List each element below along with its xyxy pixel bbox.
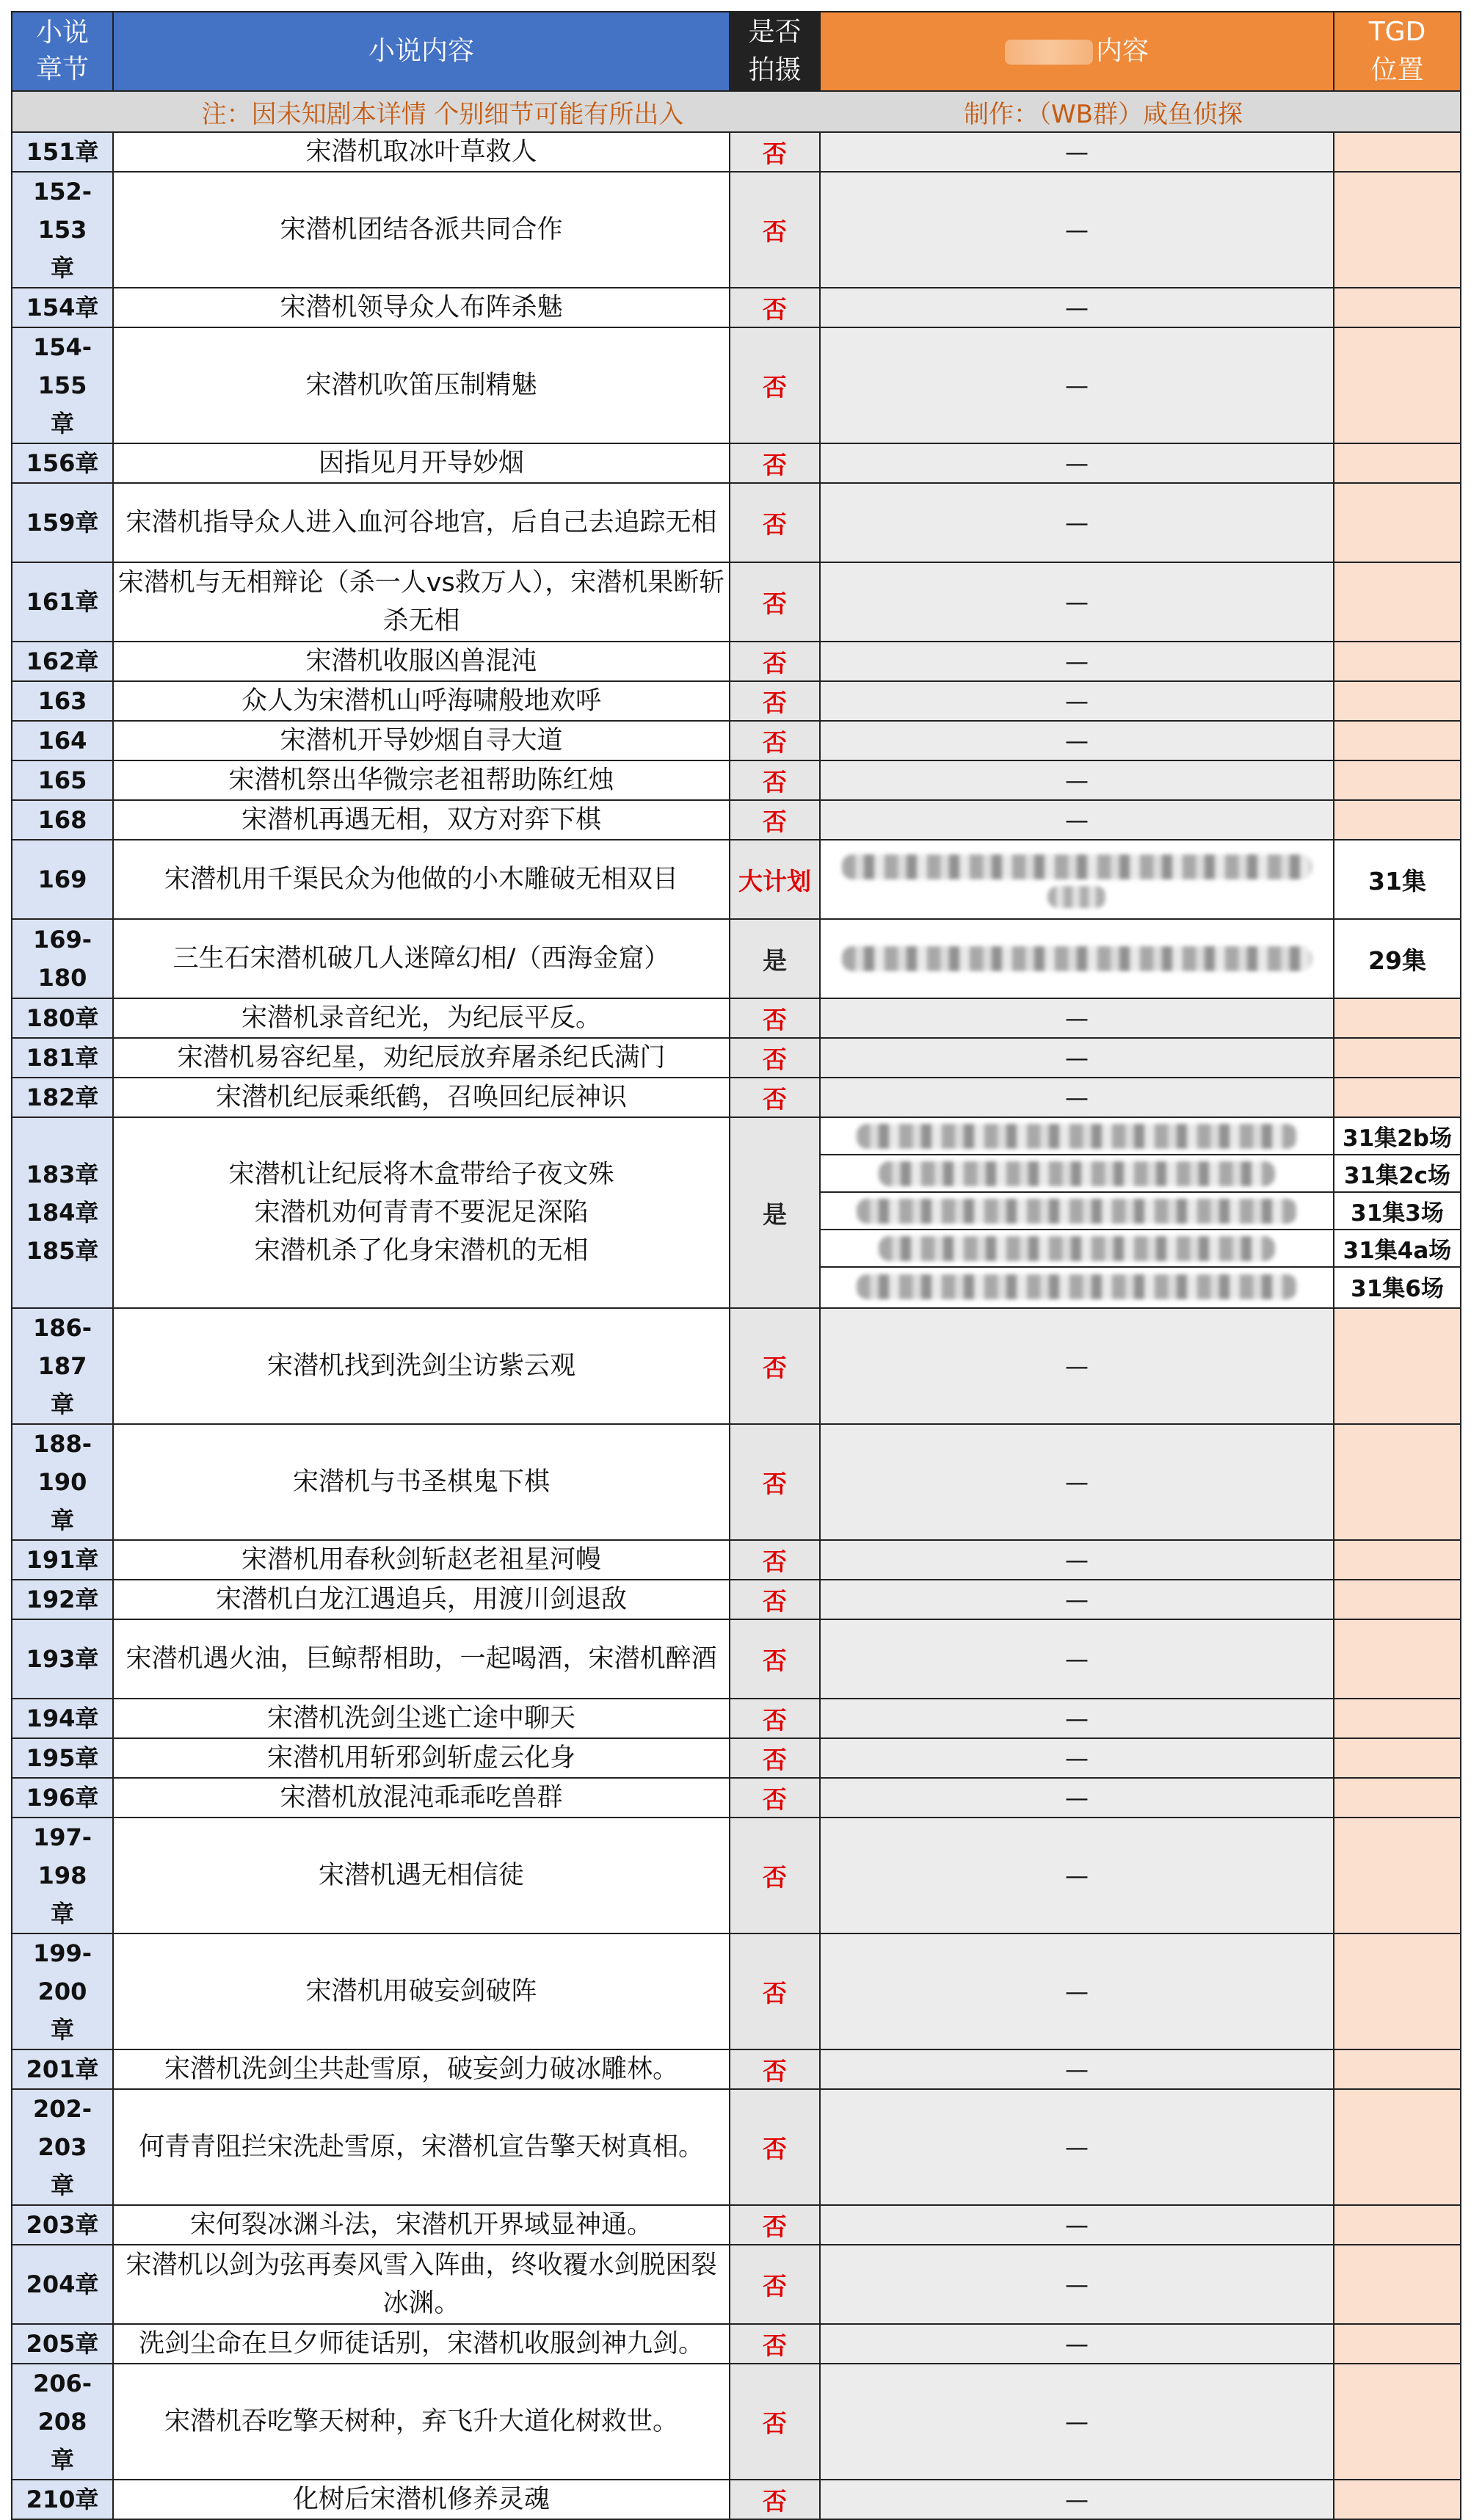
chapter-cell: 162章	[12, 642, 113, 681]
drama-content-cell: —	[820, 998, 1334, 1038]
shot-status-cell: 否	[730, 1308, 820, 1424]
chapter-cell: 206-208章	[12, 2364, 113, 2480]
table-row	[12, 172, 1461, 288]
shot-status-cell: 否	[730, 2049, 820, 2089]
table-row	[12, 2089, 1461, 2205]
tgd-position-cell	[1334, 1619, 1461, 1699]
drama-content-cell: —	[820, 1699, 1334, 1738]
shot-status-cell: 否	[730, 1778, 820, 1818]
tgd-position-cell	[1334, 1580, 1461, 1619]
novel-content-cell: 宋潜机领导众人布阵杀魅	[113, 288, 730, 327]
tgd-position-cell	[1334, 998, 1461, 1038]
novel-content-cell: 宋潜机纪辰乘纸鹤，召唤回纪辰神识	[113, 1078, 730, 1117]
chapter-cell: 181章	[12, 1038, 113, 1078]
shot-status-cell: 否	[730, 2364, 820, 2480]
shot-status-cell: 否	[730, 1933, 820, 2049]
chapter-cell: 152-153章	[12, 172, 113, 288]
chapter-cell: 180章	[12, 998, 113, 1038]
novel-content-cell: 宋潜机录音纪光，为纪辰平反。	[113, 998, 730, 1038]
novel-content-cell: 宋潜机放混沌乖乖吃兽群	[113, 1778, 730, 1818]
table-row	[12, 1038, 1461, 1078]
novel-content-cell: 宋潜机遇无相信徒	[113, 1818, 730, 1933]
tgd-position-cell	[1334, 1933, 1461, 2049]
tgd-position-cell	[1334, 800, 1461, 840]
drama-content-cell: —	[820, 1078, 1334, 1117]
shot-status-cell: 否	[730, 2245, 820, 2324]
table-row	[12, 1078, 1461, 1117]
drama-content-cell: —	[820, 327, 1334, 443]
tgd-sub-cell: 31集4a场	[1334, 1230, 1460, 1268]
novel-content-cell: 宋潜机吹笛压制精魅	[113, 327, 730, 443]
blurred-text	[857, 1274, 1297, 1299]
shot-status-cell: 否	[730, 288, 820, 327]
chapter-cell: 188-190章	[12, 1424, 113, 1540]
drama-content-cell	[820, 919, 1334, 998]
chapter-cell: 154-155章	[12, 327, 113, 443]
note-right: 制作：（WB群）咸鱼侦探	[964, 99, 1243, 129]
novel-content-cell: 宋潜机取冰叶草救人	[113, 132, 730, 172]
novel-content-cell: 宋潜机用破妄剑破阵	[113, 1933, 730, 2049]
tgd-position-cell	[1334, 2364, 1461, 2480]
table-row	[12, 2049, 1461, 2089]
tgd-position-cell	[1334, 562, 1461, 642]
chapter-cell: 196章	[12, 1778, 113, 1818]
shot-status-cell: 否	[730, 1619, 820, 1699]
drama-content-cell: —	[820, 2205, 1334, 2245]
novel-content-cell: 宋潜机与无相辩论（杀一人vs救万人），宋潜机果断斩杀无相	[113, 562, 730, 642]
drama-content-cell: —	[820, 2324, 1334, 2364]
chapter-cell: 164	[12, 721, 113, 760]
novel-content-cell: 何青青阻拦宋洗赴雪原，宋潜机宣告擎天树真相。	[113, 2089, 730, 2205]
shot-status-cell: 否	[730, 800, 820, 840]
novel-content-cell: 三生石宋潜机破几人迷障幻相/（西海金窟）	[113, 919, 730, 998]
tgd-position-cell	[1334, 642, 1461, 681]
tgd-position-cell	[1334, 1818, 1461, 1933]
chapter-line: 185章	[26, 1237, 99, 1265]
chapter-cell: 203章	[12, 2205, 113, 2245]
shot-status-cell: 否	[730, 562, 820, 642]
tgd-position-cell	[1334, 483, 1461, 562]
chapter-table-sheet	[11, 11, 1460, 2520]
tgd-position-cell	[1334, 1078, 1461, 1117]
header-chapter: 小说章节	[12, 12, 113, 91]
drama-content-cell: —	[820, 2480, 1334, 2519]
shot-status-cell: 否	[730, 2324, 820, 2364]
shot-status-cell: 否	[730, 760, 820, 800]
drama-content-cell	[820, 1117, 1334, 1308]
drama-sub-cell	[821, 1155, 1333, 1193]
shot-status-cell: 大计划	[730, 840, 820, 919]
shot-status-cell: 否	[730, 1699, 820, 1738]
novel-content-cell: 宋潜机吞吃擎天树种，弃飞升大道化树救世。	[113, 2364, 730, 2480]
drama-content-cell: —	[820, 1038, 1334, 1078]
drama-content-cell: —	[820, 800, 1334, 840]
table-row	[12, 681, 1461, 721]
drama-content-cell: —	[820, 721, 1334, 760]
table-row	[12, 562, 1461, 642]
table-row	[12, 800, 1461, 840]
header-shot: 是否拍摄	[730, 12, 820, 91]
tgd-position-cell	[1334, 1038, 1461, 1078]
content-line: 宋潜机劝何青青不要泥足深陷	[254, 1198, 589, 1227]
drama-content-cell: —	[820, 2245, 1334, 2324]
table-row	[12, 1778, 1461, 1818]
content-line: 宋潜机杀了化身宋潜机的无相	[254, 1236, 589, 1266]
novel-content-cell: 宋潜机洗剑尘共赴雪原，破妄剑力破冰雕林。	[113, 2049, 730, 2089]
drama-content-cell: —	[820, 2364, 1334, 2480]
table-row	[12, 288, 1461, 327]
drama-content-cell: —	[820, 2049, 1334, 2089]
table-row	[12, 1738, 1461, 1778]
chapter-cell: 197-198章	[12, 1818, 113, 1933]
tgd-position-cell	[1334, 1540, 1461, 1580]
tgd-position-cell	[1334, 1699, 1461, 1738]
novel-content-cell: 宋何裂冰渊斗法，宋潜机开界域显神通。	[113, 2205, 730, 2245]
drama-content-cell: —	[820, 642, 1334, 681]
shot-status-cell: 否	[730, 2480, 820, 2519]
table-row	[12, 327, 1461, 443]
chapter-cell: 169	[12, 840, 113, 919]
table-row	[12, 1540, 1461, 1580]
table-row	[12, 2364, 1461, 2480]
blurred-label	[1005, 40, 1093, 65]
chapter-line: 184章	[26, 1199, 99, 1227]
table-row	[12, 2205, 1461, 2245]
table-row	[12, 2324, 1461, 2364]
table-row	[12, 1580, 1461, 1619]
chapter-cell: 204章	[12, 2245, 113, 2324]
note-cell	[12, 91, 1461, 132]
table-row	[12, 919, 1461, 998]
tgd-position-cell	[1334, 2089, 1461, 2205]
tgd-position-cell	[1334, 443, 1461, 483]
drama-content-cell: —	[820, 288, 1334, 327]
novel-content-cell	[113, 1117, 730, 1308]
drama-content-cell: —	[820, 2089, 1334, 2205]
novel-content-cell: 化树后宋潜机修养灵魂	[113, 2480, 730, 2519]
chapter-cell: 199-200章	[12, 1933, 113, 2049]
chapter-cell: 168	[12, 800, 113, 840]
shot-status-cell: 否	[730, 327, 820, 443]
novel-content-cell: 宋潜机指导众人进入血河谷地宫，后自己去追踪无相	[113, 483, 730, 562]
novel-content-cell: 宋潜机再遇无相，双方对弈下棋	[113, 800, 730, 840]
drama-content-cell: —	[820, 1424, 1334, 1540]
table-row	[12, 840, 1461, 919]
table-row	[12, 642, 1461, 681]
chapter-cell: 205章	[12, 2324, 113, 2364]
drama-content-cell: —	[820, 562, 1334, 642]
shot-status-cell: 否	[730, 1580, 820, 1619]
chapter-line: 183章	[26, 1161, 99, 1188]
chapter-cell: 194章	[12, 1699, 113, 1738]
table-row	[12, 1424, 1461, 1540]
blurred-text	[842, 854, 1312, 879]
table-row	[12, 1619, 1461, 1699]
novel-content-cell: 宋潜机以剑为弦再奏风雪入阵曲，终收覆水剑脱困裂冰渊。	[113, 2245, 730, 2324]
shot-status-cell: 否	[730, 1078, 820, 1117]
blurred-text	[857, 1124, 1297, 1149]
drama-content-cell: —	[820, 1540, 1334, 1580]
novel-content-cell: 宋潜机用春秋剑斩赵老祖星河幔	[113, 1540, 730, 1580]
shot-status-cell: 否	[730, 721, 820, 760]
table-row	[12, 1308, 1461, 1424]
tgd-position-cell	[1334, 327, 1461, 443]
table-row	[12, 1818, 1461, 1933]
novel-content-cell: 宋潜机遇火油，巨鲸帮相助，一起喝酒，宋潜机醉酒	[113, 1619, 730, 1699]
novel-content-cell: 宋潜机祭出华微宗老祖帮助陈红烛	[113, 760, 730, 800]
novel-content-cell: 众人为宋潜机山呼海啸般地欢呼	[113, 681, 730, 721]
drama-content-cell: —	[820, 1619, 1334, 1699]
shot-status-cell: 否	[730, 1038, 820, 1078]
table-row	[12, 443, 1461, 483]
drama-sub-cell	[821, 1230, 1333, 1268]
shot-status-cell: 否	[730, 172, 820, 288]
table-row	[12, 1933, 1461, 2049]
drama-content-cell: —	[820, 1933, 1334, 2049]
drama-content-cell: —	[820, 443, 1334, 483]
tgd-position-cell	[1334, 132, 1461, 172]
shot-status-cell: 否	[730, 2205, 820, 2245]
chapter-table	[11, 11, 1461, 2520]
chapter-cell: 193章	[12, 1619, 113, 1699]
drama-content-cell	[820, 840, 1334, 919]
tgd-sub-cell: 31集2c场	[1334, 1155, 1460, 1193]
chapter-cell: 201章	[12, 2049, 113, 2089]
shot-status-cell: 否	[730, 1818, 820, 1933]
shot-status-cell: 否	[730, 1424, 820, 1540]
tgd-position-cell	[1334, 1117, 1461, 1308]
novel-content-cell: 宋潜机找到洗剑尘访紫云观	[113, 1308, 730, 1424]
chapter-cell: 192章	[12, 1580, 113, 1619]
shot-status-cell: 否	[730, 132, 820, 172]
chapter-cell: 195章	[12, 1738, 113, 1778]
novel-content-cell: 宋潜机团结各派共同合作	[113, 172, 730, 288]
note-row	[12, 91, 1461, 132]
chapter-cell: 154章	[12, 288, 113, 327]
tgd-position-cell	[1334, 721, 1461, 760]
novel-content-cell: 因指见月开导妙烟	[113, 443, 730, 483]
chapter-cell: 156章	[12, 443, 113, 483]
drama-content-cell: —	[820, 1580, 1334, 1619]
drama-content-cell: —	[820, 483, 1334, 562]
tgd-position-cell	[1334, 2480, 1461, 2519]
tgd-position-cell	[1334, 2324, 1461, 2364]
novel-content-cell: 宋潜机易容纪星，劝纪辰放弃屠杀纪氏满门	[113, 1038, 730, 1078]
drama-sub-cell	[821, 1268, 1333, 1305]
blurred-text	[857, 1199, 1297, 1224]
tgd-position-cell	[1334, 1778, 1461, 1818]
chapter-cell: 161章	[12, 562, 113, 642]
tgd-sub-cell: 31集3场	[1334, 1193, 1460, 1230]
shot-status-cell: 否	[730, 1540, 820, 1580]
drama-sub-cell	[821, 1118, 1333, 1155]
shot-status-cell: 否	[730, 483, 820, 562]
table-row	[12, 998, 1461, 1038]
table-row	[12, 2480, 1461, 2519]
blurred-text	[842, 946, 1312, 971]
table-row-multi	[12, 1117, 1461, 1308]
tgd-position-cell	[1334, 1308, 1461, 1424]
chapter-cell: 191章	[12, 1540, 113, 1580]
shot-status-cell: 否	[730, 642, 820, 681]
chapter-cell: 169-180	[12, 919, 113, 998]
shot-status-cell: 否	[730, 681, 820, 721]
drama-content-cell: —	[820, 132, 1334, 172]
novel-content-cell: 宋潜机开导妙烟自寻大道	[113, 721, 730, 760]
header-novel-content: 小说内容	[113, 12, 730, 91]
tgd-position-cell	[1334, 288, 1461, 327]
tgd-position-cell	[1334, 2049, 1461, 2089]
chapter-cell: 210章	[12, 2480, 113, 2519]
novel-content-cell: 宋潜机用斩邪剑斩虚云化身	[113, 1738, 730, 1778]
blurred-text	[879, 1161, 1275, 1186]
tgd-sub-cell: 31集2b场	[1334, 1118, 1460, 1155]
drama-content-cell: —	[820, 1308, 1334, 1424]
novel-content-cell: 宋潜机用千渠民众为他做的小木雕破无相双目	[113, 840, 730, 919]
tgd-position-cell: 29集	[1334, 919, 1461, 998]
tgd-position-cell	[1334, 2205, 1461, 2245]
drama-content-cell: —	[820, 1738, 1334, 1778]
tgd-position-cell	[1334, 1738, 1461, 1778]
note-left: 注：因未知剧本详情 个别细节可能有所出入	[201, 99, 684, 129]
novel-content-cell: 宋潜机与书圣棋鬼下棋	[113, 1424, 730, 1540]
tgd-position-cell	[1334, 760, 1461, 800]
novel-content-cell: 宋潜机洗剑尘逃亡途中聊天	[113, 1699, 730, 1738]
tgd-position-cell	[1334, 2245, 1461, 2324]
tgd-position-cell	[1334, 172, 1461, 288]
table-row	[12, 132, 1461, 172]
drama-sub-cell	[821, 1193, 1333, 1230]
blurred-text	[879, 1236, 1275, 1261]
drama-content-cell: —	[820, 172, 1334, 288]
chapter-cell: 163	[12, 681, 113, 721]
table-row	[12, 721, 1461, 760]
table-row	[12, 483, 1461, 562]
chapter-cell: 151章	[12, 132, 113, 172]
chapter-cell: 165	[12, 760, 113, 800]
chapter-cell	[12, 1117, 113, 1308]
chapter-cell: 182章	[12, 1078, 113, 1117]
shot-status-cell: 否	[730, 998, 820, 1038]
tgd-position-cell	[1334, 1424, 1461, 1540]
header-row	[12, 12, 1461, 91]
table-row	[12, 760, 1461, 800]
table-row	[12, 1699, 1461, 1738]
tgd-position-cell: 31集	[1334, 840, 1461, 919]
drama-content-cell: —	[820, 1778, 1334, 1818]
shot-status-cell: 否	[730, 443, 820, 483]
chapter-cell: 186-187章	[12, 1308, 113, 1424]
novel-content-cell: 洗剑尘命在旦夕师徒话别，宋潜机收服剑神九剑。	[113, 2324, 730, 2364]
tgd-position-cell	[1334, 681, 1461, 721]
chapter-cell: 202-203章	[12, 2089, 113, 2205]
shot-status-cell: 是	[730, 1117, 820, 1308]
table-row	[12, 2245, 1461, 2324]
shot-status-cell: 否	[730, 2089, 820, 2205]
drama-content-cell: —	[820, 681, 1334, 721]
shot-status-cell: 否	[730, 1738, 820, 1778]
drama-content-cell: —	[820, 760, 1334, 800]
novel-content-cell: 宋潜机白龙江遇追兵，用渡川剑退敌	[113, 1580, 730, 1619]
chapter-cell: 159章	[12, 483, 113, 562]
drama-content-cell: —	[820, 1818, 1334, 1933]
header-tgd: TGD位置	[1334, 12, 1461, 91]
blurred-text	[1047, 886, 1106, 908]
novel-content-cell: 宋潜机收服凶兽混沌	[113, 642, 730, 681]
shot-status-cell: 是	[730, 919, 820, 998]
content-line: 宋潜机让纪辰将木盒带给子夜文殊	[228, 1160, 614, 1189]
tgd-sub-cell: 31集6场	[1351, 1276, 1444, 1302]
header-drama-content: 内容	[820, 12, 1334, 91]
